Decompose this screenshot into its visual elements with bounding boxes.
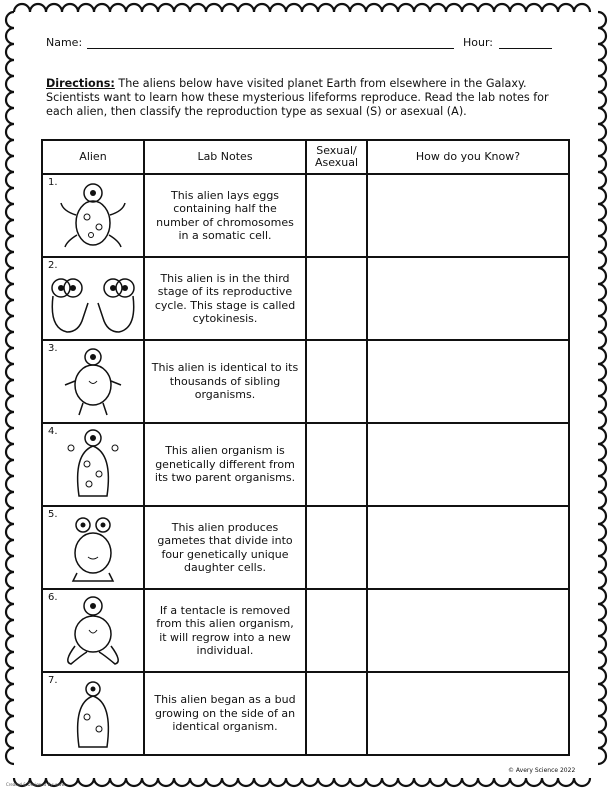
- sexual-asexual-answer[interactable]: [306, 589, 367, 672]
- lab-notes-cell: [144, 589, 306, 672]
- lab-notes-text: This alien began as a bud growing on the side of an identical organism.: [154, 693, 296, 734]
- lab-notes-text: If a tentacle is removed from this alien organism, it will regrow into a new individual.: [156, 603, 294, 657]
- alien-illustration: [43, 258, 143, 339]
- directions-paragraph: [46, 77, 566, 119]
- header-lab-notes: Lab Notes: [144, 140, 306, 174]
- alien-number: 6.: [48, 592, 58, 603]
- header-how-do-you-know: How do you Know?: [367, 140, 569, 174]
- sexual-asexual-answer[interactable]: [306, 174, 367, 257]
- alien-illustration: [43, 175, 143, 256]
- alien-number: 7.: [48, 675, 58, 686]
- table-row: [42, 672, 569, 755]
- how-do-you-know-answer[interactable]: [367, 174, 569, 257]
- sexual-asexual-answer[interactable]: [306, 506, 367, 589]
- sexual-asexual-answer[interactable]: [306, 423, 367, 506]
- header-sexual-asexual: Sexual/ Asexual: [306, 140, 367, 174]
- directions-label: Directions:: [46, 77, 115, 90]
- table-row: [42, 257, 569, 340]
- alien-number: 5.: [48, 509, 58, 520]
- lab-notes-text: This alien lays eggs containing half the number of chromosomes in a somatic cell.: [156, 188, 294, 242]
- alien-number: 1.: [48, 177, 58, 188]
- name-label: Name:: [46, 36, 83, 49]
- sexual-asexual-answer[interactable]: [306, 257, 367, 340]
- how-do-you-know-answer[interactable]: [367, 589, 569, 672]
- lab-notes-cell: [144, 257, 306, 340]
- how-do-you-know-answer[interactable]: [367, 506, 569, 589]
- lab-notes-cell: [144, 340, 306, 423]
- copyright: © Avery Science 2022: [508, 767, 576, 774]
- table-row: [42, 589, 569, 672]
- sexual-asexual-answer[interactable]: [306, 672, 367, 755]
- name-field[interactable]: [87, 48, 454, 49]
- lab-notes-cell: [144, 174, 306, 257]
- how-do-you-know-answer[interactable]: [367, 423, 569, 506]
- sexual-asexual-answer[interactable]: [306, 340, 367, 423]
- alien-table: [41, 139, 570, 756]
- table-row: [42, 506, 569, 589]
- table-row: [42, 174, 569, 257]
- lab-notes-text: This alien is in the third stage of its reproductive cycle. This stage is called cytokinesis.: [154, 271, 296, 325]
- designer-credit: Created & Designed By: www.: [6, 782, 66, 787]
- alien-illustration: [43, 424, 143, 505]
- lab-notes-cell: [144, 672, 306, 755]
- lab-notes-text: This alien is identical to its thousands of sibling organisms.: [151, 361, 299, 402]
- alien-cell: [42, 423, 144, 506]
- lab-notes-cell: [144, 506, 306, 589]
- table-row: [42, 340, 569, 423]
- table-row: [42, 423, 569, 506]
- alien-cell: [42, 506, 144, 589]
- header-alien: Alien: [42, 140, 144, 174]
- alien-number: 3.: [48, 343, 58, 354]
- alien-cell: [42, 589, 144, 672]
- alien-illustration: [43, 341, 143, 422]
- lab-notes-cell: [144, 423, 306, 506]
- alien-cell: [42, 672, 144, 755]
- lab-notes-text: This alien organism is genetically different from its two parent organisms.: [154, 444, 296, 485]
- lab-notes-text: This alien produces gametes that divide into four genetically unique daughter cells.: [157, 520, 293, 574]
- alien-cell: [42, 174, 144, 257]
- alien-illustration: [43, 507, 143, 588]
- alien-number: 4.: [48, 426, 58, 437]
- hour-field[interactable]: [499, 48, 552, 49]
- alien-number: 2.: [48, 260, 58, 271]
- alien-illustration: [43, 590, 143, 671]
- alien-illustration: [43, 673, 143, 754]
- hour-label: Hour:: [463, 36, 494, 49]
- alien-cell: [42, 257, 144, 340]
- how-do-you-know-answer[interactable]: [367, 340, 569, 423]
- how-do-you-know-answer[interactable]: [367, 257, 569, 340]
- how-do-you-know-answer[interactable]: [367, 672, 569, 755]
- directions-text: The aliens below have visited planet Earth from elsewhere in the Galaxy. Scientists want to learn how these mysterious lifeforms reproduce. Read the lab notes for each alien, then classify the reproduction type as sexual (S) or asexual (A).: [46, 77, 549, 118]
- alien-cell: [42, 340, 144, 423]
